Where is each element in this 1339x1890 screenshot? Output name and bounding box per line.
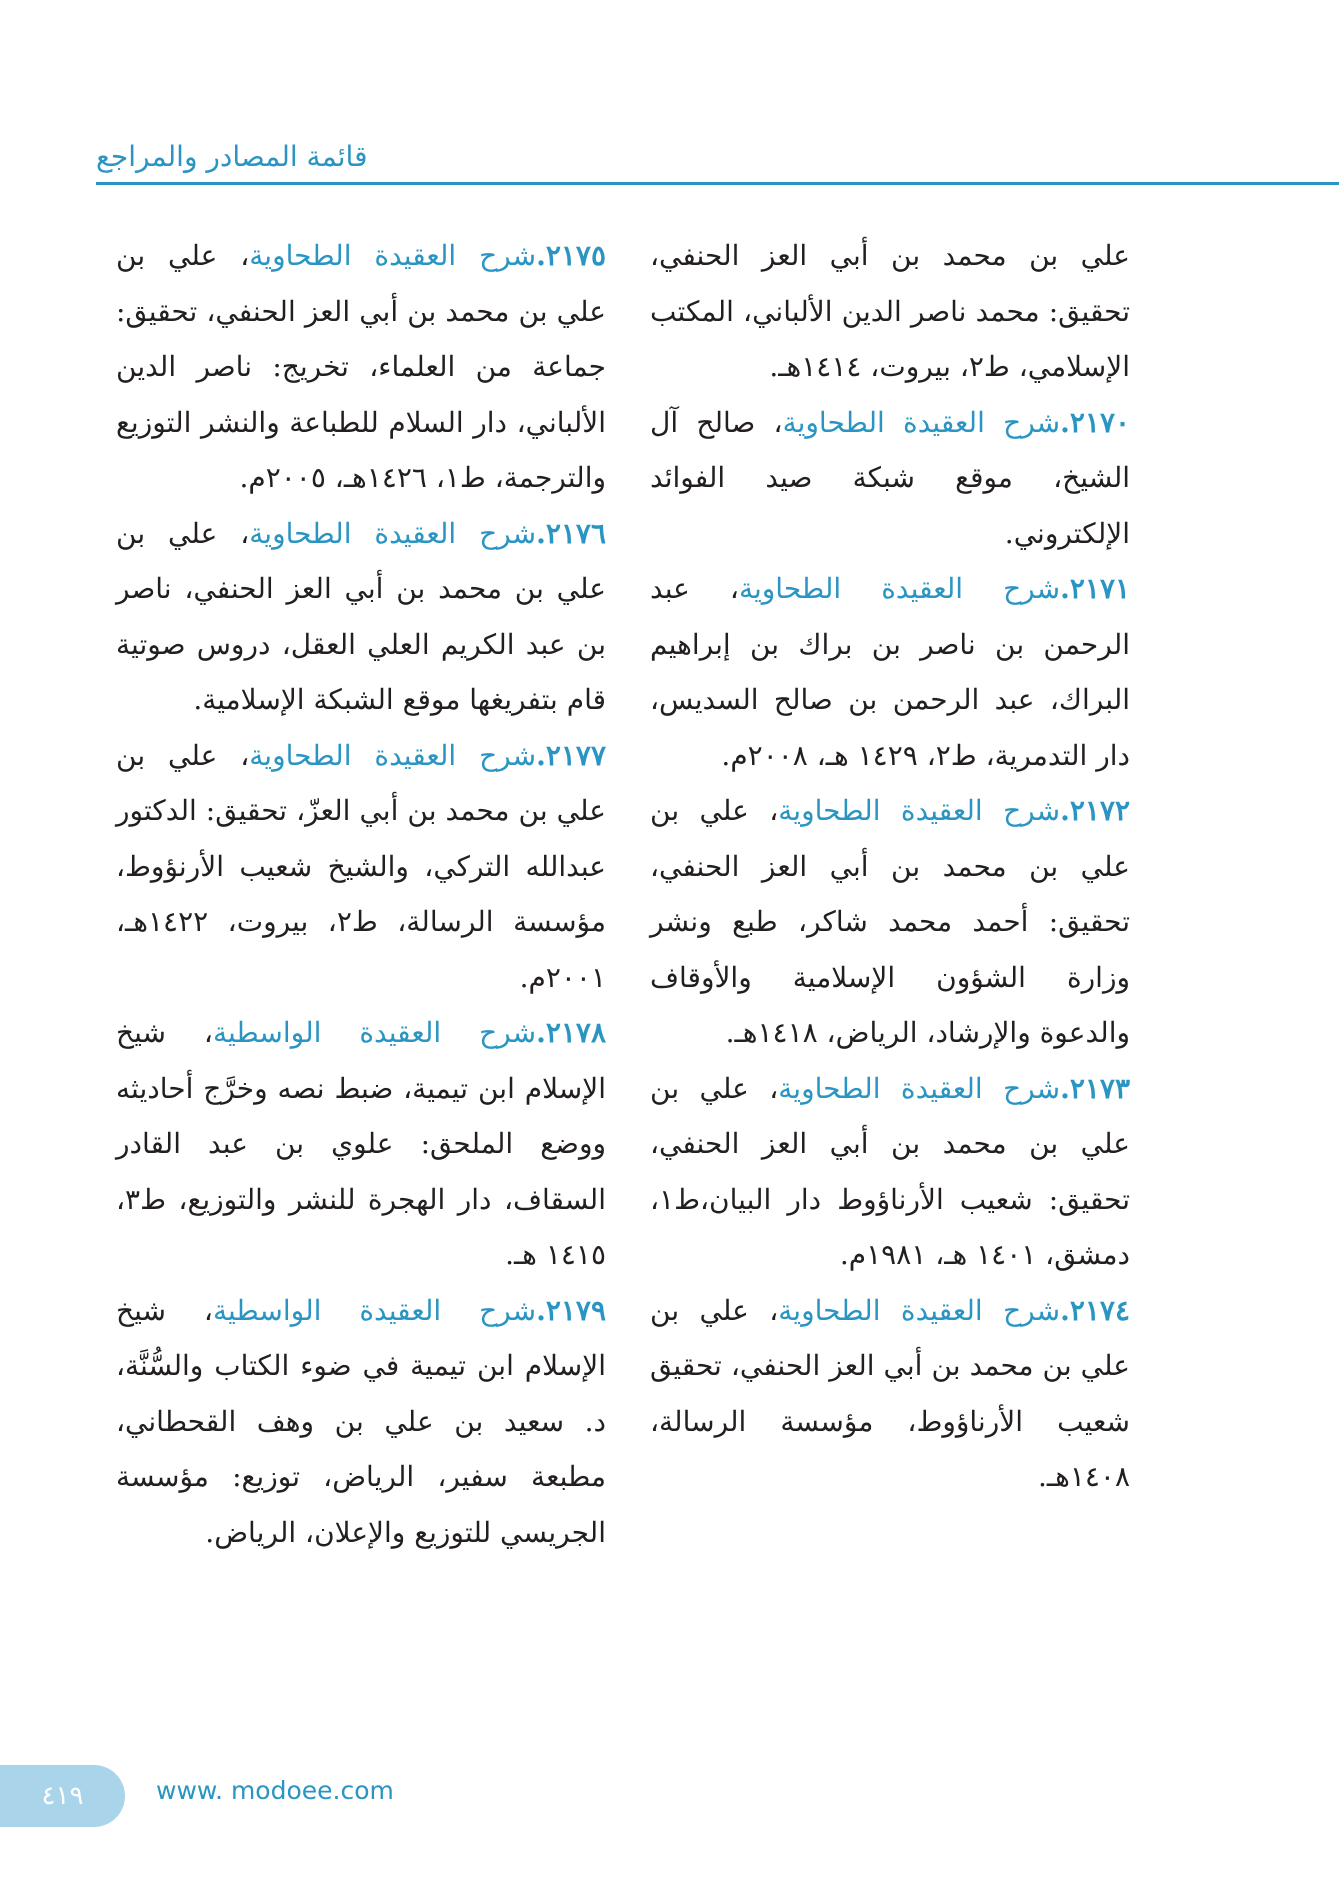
entry-number: ٢١٧٠. [1060,405,1131,439]
entry-number: ٢١٧٥. [536,239,606,272]
reference-entry [116,506,606,728]
entry-text: ، علي بن علي بن محمد بن أبي العزّ، تحقيق: الدكتور عبدالله التركي، والشيخ شعيب الأرنؤوط، مؤسسة الرسالة، ط٢، بيروت، ١٤٢٢هـ، ٢٠٠١م. [116,738,606,994]
reference-entry [116,728,606,1006]
entry-text: ، صالح آل الشيخ، موقع شبكة صيد الفوائد الإلكتروني. [650,405,1130,550]
entry-text: ، علي بن علي بن محمد بن أبي العز الحنفي، تحقيق: أحمد محمد شاكر، طبع ونشر وزارة الشؤون الإسلامية والأوقاف والدعوة والإرشاد، الرياض، ١٤١٨هـ. [650,794,1130,1049]
reference-entry [650,561,1130,783]
page-number-badge [0,1765,125,1827]
entry-text: ، علي بن علي بن محمد بن أبي العز الحنفي، تحقيق: شعيب الأرناؤوط دار البيان،ط١، دمشق، ١٤٠١ هـ، ١٩٨١م. [650,1071,1130,1271]
reference-entry [650,1283,1130,1505]
entry-number: ٢١٧٦. [536,516,606,550]
entry-title: شرح العقيدة الطحاوية [778,1071,1061,1105]
right-column [650,228,1130,1505]
entry-number: ٢١٧٩. [536,1293,606,1327]
entry-text: ، علي بن علي بن محمد بن أبي العز الحنفي، تحقيق شعيب الأرناؤوط، مؤسسة الرسالة، ١٤٠٨هـ. [650,1293,1130,1493]
entry-title: شرح العقيدة الطحاوية [738,572,1061,605]
entry-title: شرح العقيدة الواسطية [212,1016,537,1049]
entry-text: ، عبد الرحمن بن ناصر بن براك بن إبراهيم البراك، عبد الرحمن بن صالح السديس، دار التدمرية، ط٢، ١٤٢٩ هـ، ٢٠٠٨م. [650,572,1130,772]
running-header-title: قائمة المصادر والمراجع [96,140,368,173]
left-column [116,228,606,1560]
entry-title: شرح العقيدة الطحاوية [249,516,537,550]
entry-text: ، علي بن علي بن محمد بن أبي العز الحنفي، ناصر بن عبد الكريم العلي العقل، دروس صوتية قام بتفريغها موقع الشبكة الإسلامية. [116,516,606,716]
reference-entry [650,783,1130,1061]
entry-number: ٢١٧٧. [536,738,606,772]
entry-number: ٢١٧٢. [1060,794,1130,827]
entry-number: ٢١٧٤. [1060,1293,1130,1327]
reference-entry [116,228,606,506]
reference-entry [650,1061,1130,1283]
reference-entry [116,1005,606,1283]
website-url[interactable]: www. modoee.com [156,1776,394,1805]
entry-title: شرح العقيدة الطحاوية [782,405,1061,439]
page-number: ٤١٩ [41,1781,84,1811]
entry-title: شرح العقيدة الواسطية [212,1293,537,1327]
entry-title: شرح العقيدة الطحاوية [778,1293,1061,1327]
entry-number: ٢١٧٨. [536,1016,606,1049]
reference-entry [650,395,1130,562]
entry-text: ، شيخ الإسلام ابن تيمية في ضوء الكتاب والسُّنَّة، د. سعيد بن علي بن وهف القحطاني، مطبعة سفير، الرياض، توزيع: مؤسسة الجريسي للتوزيع والإعلان، الرياض. [116,1293,606,1549]
header-rule [96,182,1339,185]
entry-text: ، شيخ الإسلام ابن تيمية، ضبط نصه وخرَّج أحاديثه ووضع الملحق: علوي بن عبد القادر السقاف، دار الهجرة للنشر والتوزيع، ط٣، ١٤١٥ هـ. [116,1016,606,1271]
entry-title: شرح العقيدة الطحاوية [778,794,1061,827]
entry-title: شرح العقيدة الطحاوية [249,239,537,272]
entry-number: ٢١٧١. [1060,572,1131,605]
entry-text: علي بن محمد بن أبي العز الحنفي، تحقيق: محمد ناصر الدين الألباني، المكتب الإسلامي، ط٢، بيروت، ١٤١٤هـ. [650,239,1130,383]
reference-entry [116,1283,606,1561]
entry-text: ، علي بن علي بن محمد بن أبي العز الحنفي، تحقيق: جماعة من العلماء، تخريج: ناصر الدين الألباني، دار السلام للطباعة والنشر التوزيع والترجمة، ط١، ١٤٢٦هـ، ٢٠٠٥م. [116,239,606,494]
reference-entry [650,228,1130,395]
entry-title: شرح العقيدة الطحاوية [249,738,537,772]
entry-number: ٢١٧٣. [1060,1071,1130,1105]
